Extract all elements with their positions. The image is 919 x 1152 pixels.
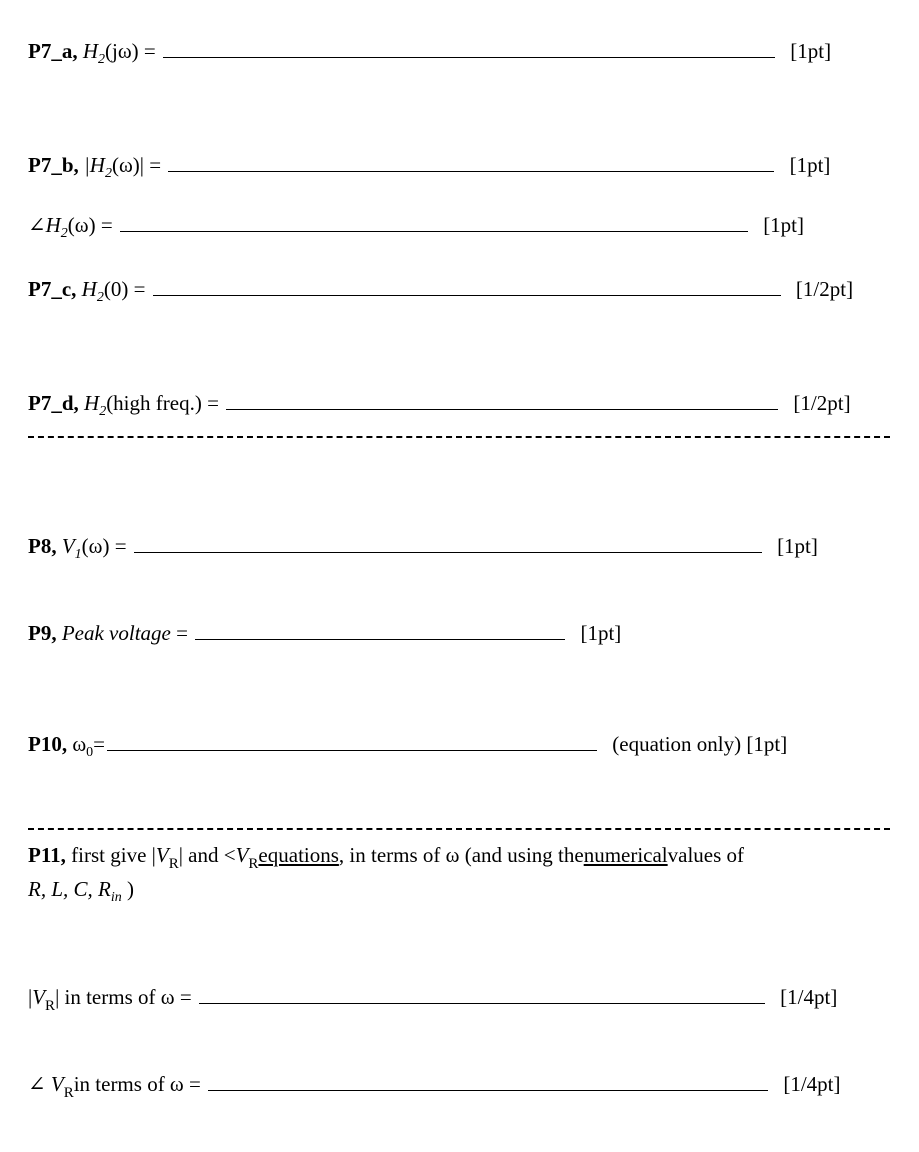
p11-label: P11,: [28, 843, 66, 867]
section-divider-1: [28, 436, 890, 438]
vr-magnitude-answer-blank[interactable]: [199, 985, 765, 1004]
p10-row: P10, $\omega_0=$ (equation only) [1pt]: [28, 729, 787, 759]
vr-angle-answer-blank[interactable]: [208, 1072, 768, 1091]
vr-magnitude-row: |VR| in terms of ω = [1/4pt]: [28, 982, 837, 1012]
p9-points: [1pt]: [580, 621, 622, 645]
vr-magnitude-points: [1/4pt]: [780, 985, 838, 1009]
p7c-label: P7_c,: [28, 277, 77, 301]
vr-angle-points: [1/4pt]: [783, 1072, 841, 1096]
section-divider-2: [28, 828, 890, 830]
p8-expr: $V_1$: [61, 534, 82, 562]
p7c-points: [1/2pt]: [795, 277, 854, 301]
p7d-row: P7_d, $H_2(high$ freq.) = [1/2pt]: [28, 388, 851, 418]
vr-angle-row: ∠ VRin terms of ω = [1/4pt]: [28, 1069, 841, 1099]
p7c-row: P7_c, $H_2(0) = [1/2pt]$: [28, 274, 853, 304]
p8-row: P8, $V_1(\omega) = [1pt]$: [28, 531, 818, 561]
p7b-angle-answer-blank[interactable]: [120, 213, 748, 232]
angle-symbol: ∠: [28, 213, 46, 237]
p9-answer-blank[interactable]: [195, 621, 565, 640]
p7b-label: P7_b,: [28, 153, 79, 177]
p7a-answer-blank[interactable]: [163, 39, 775, 58]
p7b-angle-points: [1pt]: [763, 213, 805, 237]
p10-note: (equation only) [1pt]: [612, 732, 788, 756]
p7d-expr: $H_2$: [84, 391, 107, 419]
p10-expr: $\omega_0$: [72, 732, 94, 760]
p10-label: P10,: [28, 732, 68, 756]
p7a-label: P7_a,: [28, 39, 78, 63]
p7d-answer-blank[interactable]: [226, 391, 778, 410]
p7c-answer-blank[interactable]: [153, 277, 781, 296]
p11-intro: P11, first give |VR| and <VRequations, in terms of ω (and using thenumericalvalues of: [28, 840, 744, 870]
p9-expr: Peak voltage: [61, 621, 171, 645]
numerical-word: numerical: [583, 843, 668, 867]
p9-row: P9, Peak voltage = [1pt]: [28, 618, 621, 648]
p7d-label: P7_d,: [28, 391, 79, 415]
p8-label: P8,: [28, 534, 57, 558]
p11-intro-line2: R, L, C, $R_{in}$ ): [28, 877, 134, 905]
p7a-row: P7_a, $H_2(j\omega) = [1pt]$: [28, 36, 831, 66]
angle-symbol: ∠: [28, 1072, 46, 1096]
p7c-expr: $H_2$: [81, 277, 104, 305]
p7a-expr: $H_2$: [82, 39, 105, 67]
p7b-answer-blank[interactable]: [168, 153, 774, 172]
p7b-angle-row: $\angle H_2(\omega) = [1pt]$: [28, 210, 804, 240]
p7a-points: [1pt]: [790, 39, 832, 63]
p7b-row: P7_b, $|H_2(\omega)| = [1pt]$: [28, 150, 830, 180]
p8-points: [1pt]: [777, 534, 818, 558]
p7b-points: [1pt]: [789, 153, 831, 177]
p10-answer-blank[interactable]: [107, 732, 597, 751]
equations-word: equations: [258, 843, 339, 867]
p7d-points: [1/2pt]: [793, 391, 851, 415]
p8-answer-blank[interactable]: [134, 534, 762, 553]
p7b-angle-expr: $H_2$: [45, 213, 68, 241]
p9-label: P9,: [28, 621, 57, 645]
p7b-expr: $|H_2$: [84, 153, 112, 181]
